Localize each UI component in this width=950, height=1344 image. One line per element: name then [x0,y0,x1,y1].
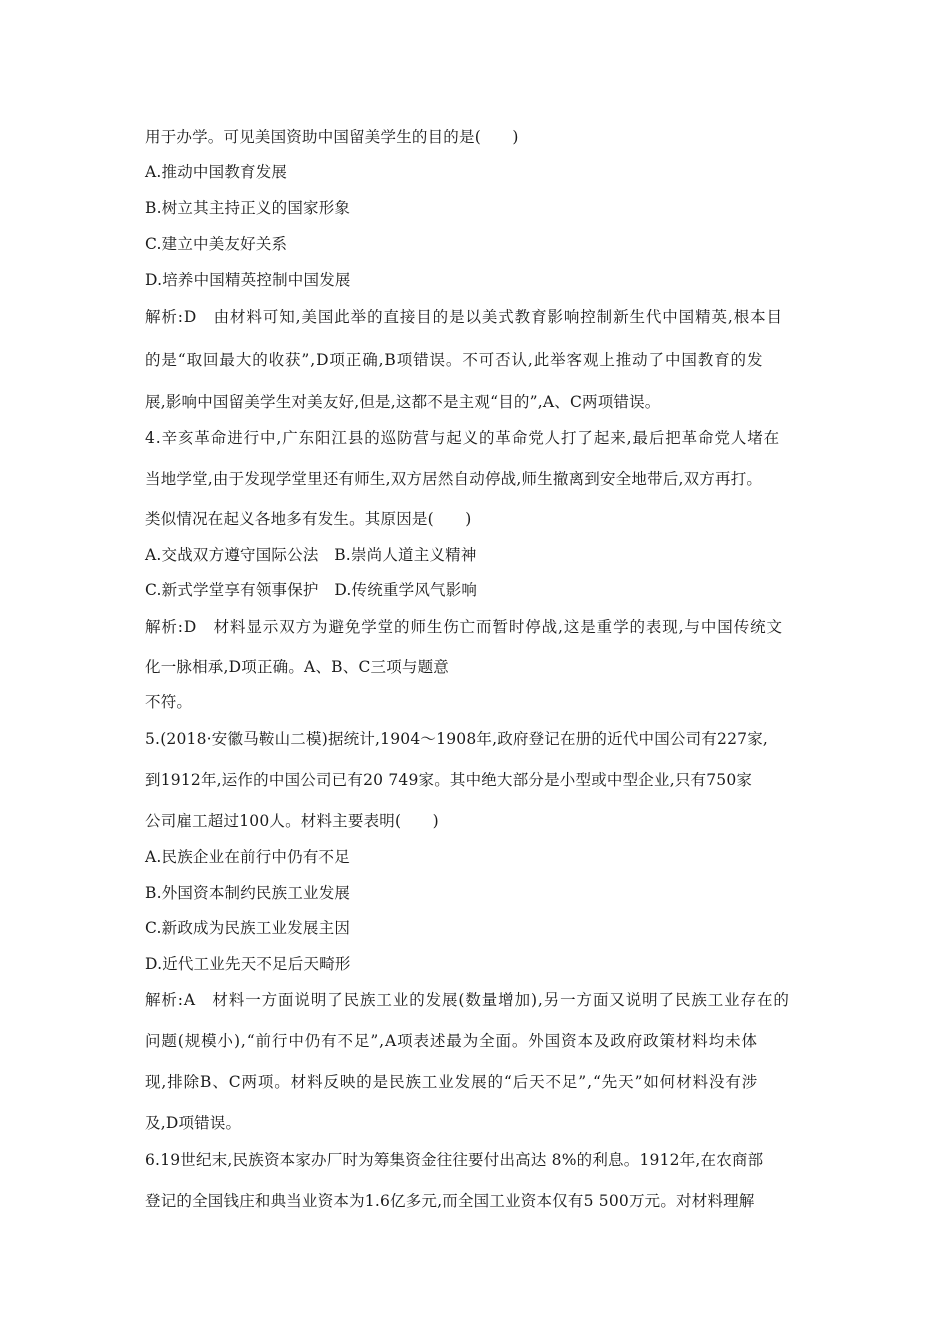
q5-option-c: C.新政成为民族工业发展主因 [145,919,351,937]
question-4-line-1: 4.辛亥革命进行中,广东阳江县的巡防营与起义的革命党人打了起来,最后把革命党人堵在 [145,429,781,447]
q3-option-b: B.树立其主持正义的国家形象 [145,199,351,217]
question-6-line-2: 登记的全国钱庄和典当业资本为1.6亿多元,而全国工业资本仅有5 500万元。对材料理解 [145,1192,755,1210]
q4-analysis-line-2: 化一脉相承,D项正确。A、B、C三项与题意 [145,658,449,676]
question-4-line-2: 当地学堂,由于发现学堂里还有师生,双方居然自动停战,师生撤离到安全地带后,双方再打。 [145,470,763,488]
question-3-stem-end: 用于办学。可见美国资助中国留美学生的目的是( ) [145,128,519,146]
q4-options-ab: A.交战双方遵守国际公法 B.崇尚人道主义精神 [145,546,477,564]
question-5-line-1: 5.(2018·安徽马鞍山二模)据统计,1904～1908年,政府登记在册的近代中国公司有227家, [145,730,769,748]
q5-analysis-line-4: 及,D项错误。 [145,1114,242,1132]
q4-analysis-line-1: 解析:D 材料显示双方为避免学堂的师生伤亡而暂时停战,这是重学的表现,与中国传统文 [145,618,783,636]
q5-option-d: D.近代工业先天不足后天畸形 [145,955,351,973]
q3-analysis-line-2: 的是“取回最大的收获”,D项正确,B项错误。不可否认,此举客观上推动了中国教育的发 [145,351,764,369]
q5-analysis-line-1: 解析:A 材料一方面说明了民族工业的发展(数量增加),另一方面又说明了民族工业存在的 [145,991,790,1009]
q4-analysis-line-3: 不符。 [145,693,193,711]
question-5-line-3: 公司雇工超过100人。材料主要表明( ) [145,812,439,830]
q3-option-c: C.建立中美友好关系 [145,235,288,253]
q3-analysis-line-1: 解析:D 由材料可知,美国此举的直接目的是以美式教育影响控制新生代中国精英,根本目 [145,308,783,326]
question-6-line-1: 6.19世纪末,民族资本家办厂时为筹集资金往往要付出高达 8%的利息。1912年,在农商部 [145,1151,764,1169]
q5-option-a: A.民族企业在前行中仍有不足 [145,848,350,866]
q3-analysis-line-3: 展,影响中国留美学生对美友好,但是,这都不是主观“目的”,A、C两项错误。 [145,393,661,411]
q3-option-d: D.培养中国精英控制中国发展 [145,271,351,289]
question-4-line-3: 类似情况在起义各地多有发生。其原因是( ) [145,510,472,528]
question-5-line-2: 到1912年,运作的中国公司已有20 749家。其中绝大部分是小型或中型企业,只有750家 [145,771,753,789]
q5-option-b: B.外国资本制约民族工业发展 [145,884,351,902]
q4-options-cd: C.新式学堂享有领事保护 D.传统重学风气影响 [145,581,478,599]
q5-analysis-line-3: 现,排除B、C两项。材料反映的是民族工业发展的“后天不足”,“先天”如何材料没有涉 [145,1073,759,1091]
q3-option-a: A.推动中国教育发展 [145,163,288,181]
q5-analysis-line-2: 问题(规模小),“前行中仍有不足”,A项表述最为全面。外国资本及政府政策材料均未体 [145,1032,758,1050]
